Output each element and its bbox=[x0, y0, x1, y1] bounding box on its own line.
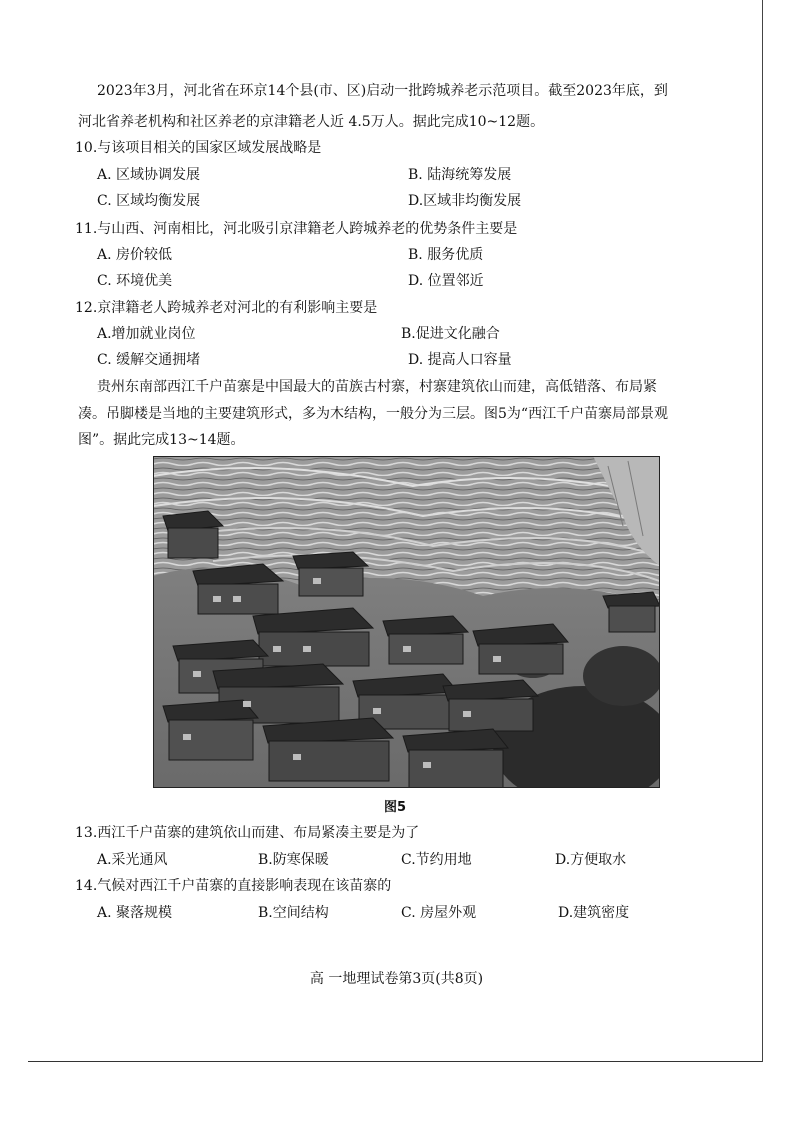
q12-option-a: A.增加就业岗位 bbox=[97, 326, 196, 342]
figure-caption: 图5 bbox=[384, 800, 407, 815]
right-margin-rule bbox=[762, 0, 763, 1062]
q11-option-c: C. 环境优美 bbox=[97, 273, 173, 289]
q13-option-d: D.方便取水 bbox=[555, 852, 627, 868]
q10-option-a: A. 区域协调发展 bbox=[97, 167, 201, 183]
q11-option-d: D. 位置邻近 bbox=[408, 273, 484, 289]
q14-option-c: C. 房屋外观 bbox=[401, 905, 477, 921]
q11-option-b: B. 服务优质 bbox=[408, 247, 484, 263]
q14-option-d: D.建筑密度 bbox=[558, 905, 630, 921]
q10-option-d: D.区域非均衡发展 bbox=[408, 193, 522, 209]
q10-option-b: B. 陆海统筹发展 bbox=[408, 167, 512, 183]
q11-stem: 11.与山西、河南相比，河北吸引京津籍老人跨城养老的优势条件主要是 bbox=[75, 221, 518, 237]
q12-option-d: D. 提高人口容量 bbox=[408, 352, 512, 368]
q13-option-a: A.采光通风 bbox=[97, 852, 168, 868]
q13-stem: 13.西江千户苗寨的建筑依山而建、布局紧凑主要是为了 bbox=[75, 825, 420, 841]
q12-option-c: C. 缓解交通拥堵 bbox=[97, 352, 201, 368]
q14-option-b: B.空间结构 bbox=[258, 905, 329, 921]
intro2-line1: 贵州东南部西江千户苗寨是中国最大的苗族古村寨，村寨建筑依山而建，高低错落、布局紧 bbox=[97, 379, 657, 395]
q13-option-b: B.防寒保暖 bbox=[258, 852, 329, 868]
q10-option-c: C. 区域均衡发展 bbox=[97, 193, 201, 209]
page-footer: 高 一地理试卷第3页(共8页) bbox=[309, 971, 484, 987]
q12-option-b: B.促进文化融合 bbox=[401, 326, 500, 342]
q11-option-a: A. 房价较低 bbox=[97, 247, 173, 263]
q13-option-c: C.节约用地 bbox=[401, 852, 472, 868]
intro1-line2: 河北省养老机构和社区养老的京津籍老人近 4.5万人。据此完成10~12题。 bbox=[78, 114, 545, 130]
intro1-line1: 2023年3月，河北省在环京14个县(市、区)启动一批跨城养老示范项目。截至2023年底，到 bbox=[97, 83, 668, 99]
village-photo bbox=[153, 456, 660, 788]
intro2-line2: 凑。吊脚楼是当地的主要建筑形式，多为木结构，一般分为三层。图5为“西江千户苗寨局部景观 bbox=[78, 406, 669, 422]
intro2-line3: 图”。据此完成13~14题。 bbox=[78, 432, 245, 448]
q14-option-a: A. 聚落规模 bbox=[97, 905, 173, 921]
q12-stem: 12.京津籍老人跨城养老对河北的有利影响主要是 bbox=[75, 300, 378, 316]
q14-stem: 14.气候对西江千户苗寨的直接影响表现在该苗寨的 bbox=[75, 878, 392, 894]
bottom-rule bbox=[28, 1061, 762, 1062]
q10-stem: 10.与该项目相关的国家区域发展战略是 bbox=[75, 140, 322, 156]
